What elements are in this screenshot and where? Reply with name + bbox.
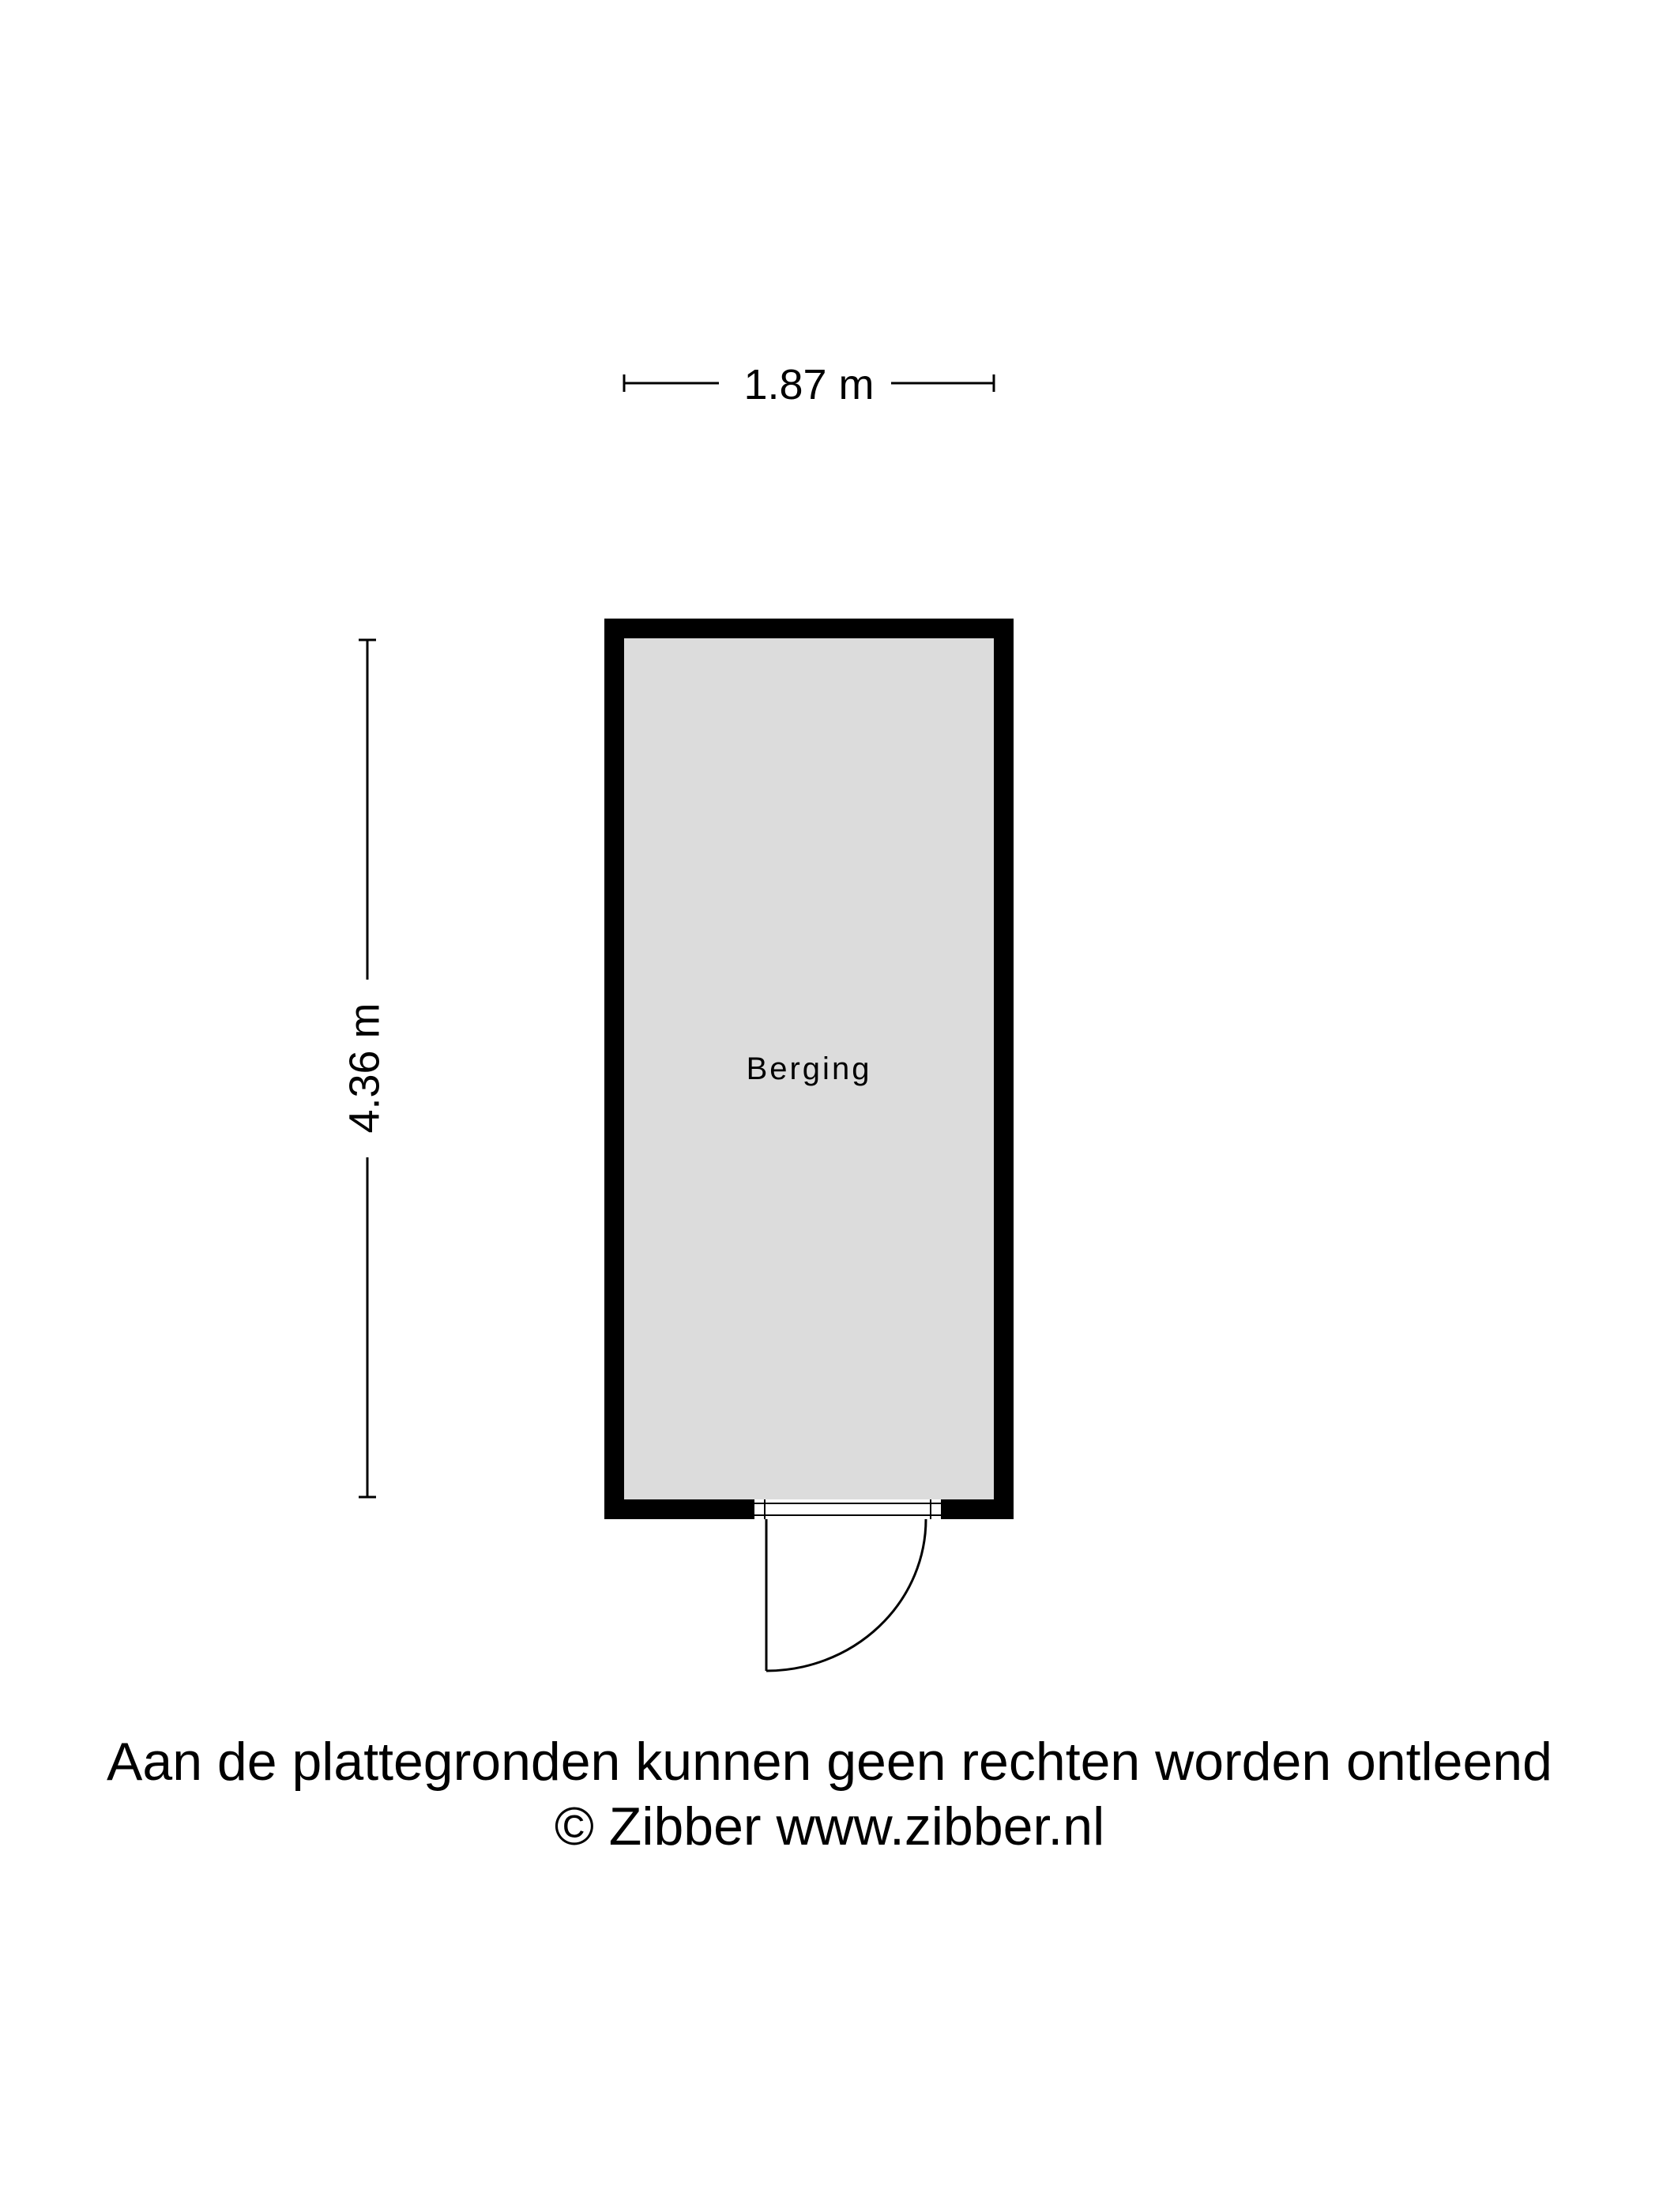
disclaimer-text: Aan de plattegronden kunnen geen rechten worden ontleend xyxy=(107,1732,1552,1792)
width-dimension-label: 1.87 m xyxy=(743,361,875,408)
height-dimension-label: 4.36 m xyxy=(340,1003,389,1134)
room-berging xyxy=(604,619,1014,1671)
door-opening xyxy=(754,1499,942,1519)
door-swing-arc xyxy=(766,1519,926,1671)
height-dimension xyxy=(340,640,388,1497)
room-label: Berging xyxy=(746,1051,872,1086)
width-dimension xyxy=(624,361,994,408)
copyright-text: © Zibber www.zibber.nl xyxy=(554,1796,1105,1856)
